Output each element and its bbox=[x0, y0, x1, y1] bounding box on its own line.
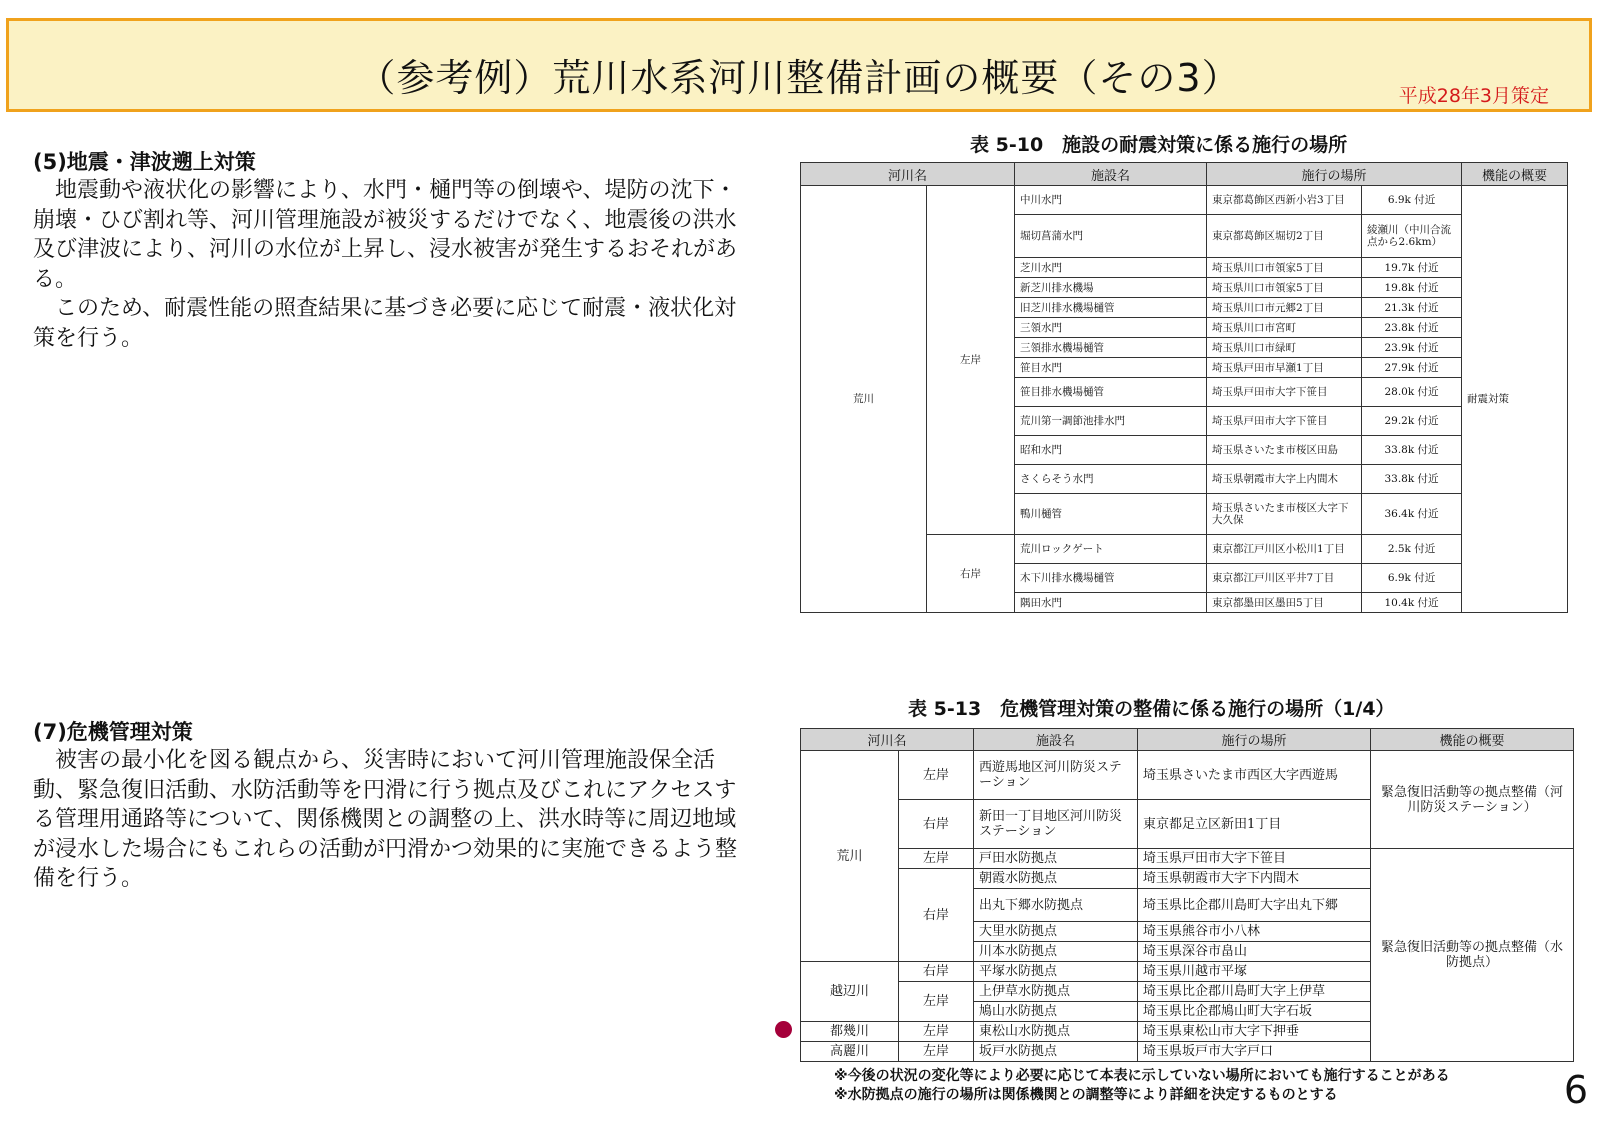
facility-cell: 荒川第一調節池排水門 bbox=[1015, 407, 1207, 436]
place-cell: 埼玉県さいたま市桜区大字下大久保 bbox=[1207, 494, 1362, 535]
facility-cell: 堀切菖蒲水門 bbox=[1015, 215, 1207, 258]
place-cell: 埼玉県朝霞市大字上内間木 bbox=[1207, 465, 1362, 494]
distance-cell: 33.8k 付近 bbox=[1362, 436, 1462, 465]
river-cell: 高麗川 bbox=[801, 1042, 899, 1062]
distance-cell: 36.4k 付近 bbox=[1362, 494, 1462, 535]
table-row bbox=[801, 186, 1568, 215]
header-cell: 施設名 bbox=[974, 729, 1138, 751]
place-cell: 埼玉県東松山市大字下押垂 bbox=[1138, 1022, 1371, 1042]
place-cell: 埼玉県戸田市大字下笹目 bbox=[1207, 407, 1362, 436]
bank-cell: 左岸 bbox=[899, 849, 974, 869]
table-5-13-caption: 表 5-13 危機管理対策の整備に係る施行の場所（1/4） bbox=[908, 698, 1395, 720]
facility-cell: 鳩山水防拠点 bbox=[974, 1002, 1138, 1022]
distance-cell: 6.9k 付近 bbox=[1362, 564, 1462, 593]
table-5-10-caption: 表 5-10 施設の耐震対策に係る施行の場所 bbox=[970, 134, 1348, 156]
facility-cell: 三領水門 bbox=[1015, 318, 1207, 338]
place-cell: 埼玉県比企郡川島町大字出丸下郷 bbox=[1138, 889, 1371, 922]
place-cell: 東京都葛飾区西新小岩3丁目 bbox=[1207, 186, 1362, 215]
table-notes bbox=[834, 1067, 1450, 1105]
header-cell: 施行の場所 bbox=[1207, 163, 1462, 186]
table-header-row bbox=[801, 163, 1568, 186]
facility-cell: 昭和水門 bbox=[1015, 436, 1207, 465]
facility-cell: 新田一丁目地区河川防災ステーション bbox=[974, 800, 1138, 849]
bank-cell: 右岸 bbox=[899, 962, 974, 982]
distance-cell: 6.9k 付近 bbox=[1362, 186, 1462, 215]
facility-cell: 西遊馬地区河川防災ステーション bbox=[974, 751, 1138, 800]
section-5-body bbox=[33, 176, 743, 353]
function-cell: 緊急復旧活動等の拠点整備（水防拠点） bbox=[1371, 849, 1574, 1062]
facility-cell: 木下川排水機場樋管 bbox=[1015, 564, 1207, 593]
note-line: ※今後の状況の変化等により必要に応じて本表に示していない場所においても施行することがある bbox=[834, 1068, 1450, 1084]
section-7-body bbox=[33, 746, 743, 894]
table-header-row bbox=[801, 729, 1574, 751]
function-cell: 緊急復旧活動等の拠点整備（河川防災ステーション） bbox=[1371, 751, 1574, 849]
facility-cell: 坂戸水防拠点 bbox=[974, 1042, 1138, 1062]
facility-cell: 平塚水防拠点 bbox=[974, 962, 1138, 982]
place-cell: 東京都江戸川区小松川1丁目 bbox=[1207, 535, 1362, 564]
distance-cell: 19.7k 付近 bbox=[1362, 258, 1462, 278]
bank-cell: 右岸 bbox=[899, 800, 974, 849]
facility-cell: 笹目排水機場樋管 bbox=[1015, 378, 1207, 407]
section-5-paragraph: このため、耐震性能の照査結果に基づき必要に応じて耐震・液状化対策を行う。 bbox=[33, 296, 737, 351]
river-cell: 越辺川 bbox=[801, 962, 899, 1022]
distance-cell: 21.3k 付近 bbox=[1362, 298, 1462, 318]
facility-cell: 笹目水門 bbox=[1015, 358, 1207, 378]
facility-cell: 東松山水防拠点 bbox=[974, 1022, 1138, 1042]
section-7-heading: (7)危機管理対策 bbox=[33, 720, 193, 744]
header-cell: 河川名 bbox=[801, 729, 974, 751]
facility-cell: さくらそう水門 bbox=[1015, 465, 1207, 494]
facility-cell: 三領排水機場樋管 bbox=[1015, 338, 1207, 358]
place-cell: 埼玉県川口市領家5丁目 bbox=[1207, 258, 1362, 278]
bank-cell: 左岸 bbox=[899, 1022, 974, 1042]
facility-cell: 旧芝川排水機場樋管 bbox=[1015, 298, 1207, 318]
distance-cell: 23.9k 付近 bbox=[1362, 338, 1462, 358]
facility-cell: 戸田水防拠点 bbox=[974, 849, 1138, 869]
facility-cell: 中川水門 bbox=[1015, 186, 1207, 215]
place-cell: 埼玉県さいたま市桜区田島 bbox=[1207, 436, 1362, 465]
section-5-paragraph: 地震動や液状化の影響により、水門・樋門等の倒壊や、堤防の沈下・崩壊・ひび割れ等、河川管理施設が被災するだけでなく、地震後の洪水及び津波により、河川の水位が上昇し、浸水被害が発生するおそれがある。 bbox=[33, 178, 738, 292]
place-cell: 埼玉県川口市宮町 bbox=[1207, 318, 1362, 338]
table-5-10 bbox=[800, 162, 1568, 613]
facility-cell: 荒川ロックゲート bbox=[1015, 535, 1207, 564]
facility-cell: 上伊草水防拠点 bbox=[974, 982, 1138, 1002]
facility-cell: 川本水防拠点 bbox=[974, 942, 1138, 962]
facility-cell: 大里水防拠点 bbox=[974, 922, 1138, 942]
page-title: （参考例）荒川水系河川整備計画の概要（その3） bbox=[357, 56, 1241, 100]
distance-cell: 29.2k 付近 bbox=[1362, 407, 1462, 436]
place-cell: 埼玉県比企郡川島町大字上伊草 bbox=[1138, 982, 1371, 1002]
place-cell: 埼玉県戸田市早瀬1丁目 bbox=[1207, 358, 1362, 378]
place-cell: 埼玉県川越市平塚 bbox=[1138, 962, 1371, 982]
title-banner bbox=[6, 18, 1592, 112]
page-number: 6 bbox=[1563, 1068, 1588, 1112]
bank-cell: 右岸 bbox=[927, 535, 1015, 613]
distance-cell: 10.4k 付近 bbox=[1362, 593, 1462, 613]
distance-cell: 27.9k 付近 bbox=[1362, 358, 1462, 378]
place-cell: 東京都墨田区墨田5丁目 bbox=[1207, 593, 1362, 613]
bank-cell: 右岸 bbox=[899, 869, 974, 962]
place-cell: 東京都足立区新田1丁目 bbox=[1138, 800, 1371, 849]
place-cell: 埼玉県川口市元郷2丁目 bbox=[1207, 298, 1362, 318]
river-cell: 都幾川 bbox=[801, 1022, 899, 1042]
distance-cell: 33.8k 付近 bbox=[1362, 465, 1462, 494]
place-cell: 埼玉県川口市緑町 bbox=[1207, 338, 1362, 358]
table-row bbox=[801, 751, 1574, 800]
facility-cell: 新芝川排水機場 bbox=[1015, 278, 1207, 298]
distance-cell: 23.8k 付近 bbox=[1362, 318, 1462, 338]
facility-cell: 出丸下郷水防拠点 bbox=[974, 889, 1138, 922]
distance-cell: 綾瀬川（中川合流点から2.6km） bbox=[1362, 215, 1462, 258]
table-row bbox=[801, 849, 1574, 869]
header-cell: 河川名 bbox=[801, 163, 1015, 186]
place-cell: 埼玉県さいたま市西区大字西遊馬 bbox=[1138, 751, 1371, 800]
facility-cell: 朝霞水防拠点 bbox=[974, 869, 1138, 889]
header-cell: 施行の場所 bbox=[1138, 729, 1371, 751]
bank-cell: 左岸 bbox=[927, 186, 1015, 535]
place-cell: 東京都江戸川区平井7丁目 bbox=[1207, 564, 1362, 593]
place-cell: 東京都葛飾区堀切2丁目 bbox=[1207, 215, 1362, 258]
river-cell: 荒川 bbox=[801, 186, 927, 613]
header-cell: 機能の概要 bbox=[1371, 729, 1574, 751]
table-5-13 bbox=[800, 728, 1574, 1062]
bank-cell: 左岸 bbox=[899, 751, 974, 800]
note-line: ※水防拠点の施行の場所は関係機関との調整等により詳細を決定するものとする bbox=[834, 1087, 1338, 1103]
section-7-paragraph: 被害の最小化を図る観点から、災害時において河川管理施設保全活動、緊急復旧活動、水防活動等を円滑に行う拠点及びこれにアクセスする管理用通路等について、関係機関との調整の上、洪水時等に周辺地域が浸水した場合にもこれらの活動が円滑かつ効果的に実施できるよう整備を行う。 bbox=[33, 748, 738, 891]
river-cell: 荒川 bbox=[801, 751, 899, 962]
place-cell: 埼玉県深谷市畠山 bbox=[1138, 942, 1371, 962]
bank-cell: 左岸 bbox=[899, 1042, 974, 1062]
place-cell: 埼玉県戸田市大字下笹目 bbox=[1138, 849, 1371, 869]
date-label: 平成28年3月策定 bbox=[1398, 85, 1549, 107]
distance-cell: 2.5k 付近 bbox=[1362, 535, 1462, 564]
place-cell: 埼玉県戸田市大字下笹目 bbox=[1207, 378, 1362, 407]
function-cell: 耐震対策 bbox=[1462, 186, 1568, 613]
place-cell: 埼玉県坂戸市大字戸口 bbox=[1138, 1042, 1371, 1062]
bank-cell: 左岸 bbox=[899, 982, 974, 1022]
place-cell: 埼玉県川口市領家5丁目 bbox=[1207, 278, 1362, 298]
header-cell: 施設名 bbox=[1015, 163, 1207, 186]
facility-cell: 鴨川樋管 bbox=[1015, 494, 1207, 535]
distance-cell: 19.8k 付近 bbox=[1362, 278, 1462, 298]
header-cell: 機能の概要 bbox=[1462, 163, 1568, 186]
facility-cell: 芝川水門 bbox=[1015, 258, 1207, 278]
place-cell: 埼玉県比企郡鳩山町大字石坂 bbox=[1138, 1002, 1371, 1022]
place-cell: 埼玉県朝霞市大字下内間木 bbox=[1138, 869, 1371, 889]
distance-cell: 28.0k 付近 bbox=[1362, 378, 1462, 407]
facility-cell: 隅田水門 bbox=[1015, 593, 1207, 613]
section-5-heading: (5)地震・津波遡上対策 bbox=[33, 150, 256, 174]
place-cell: 埼玉県熊谷市小八林 bbox=[1138, 922, 1371, 942]
bullet-dot bbox=[775, 1021, 792, 1038]
